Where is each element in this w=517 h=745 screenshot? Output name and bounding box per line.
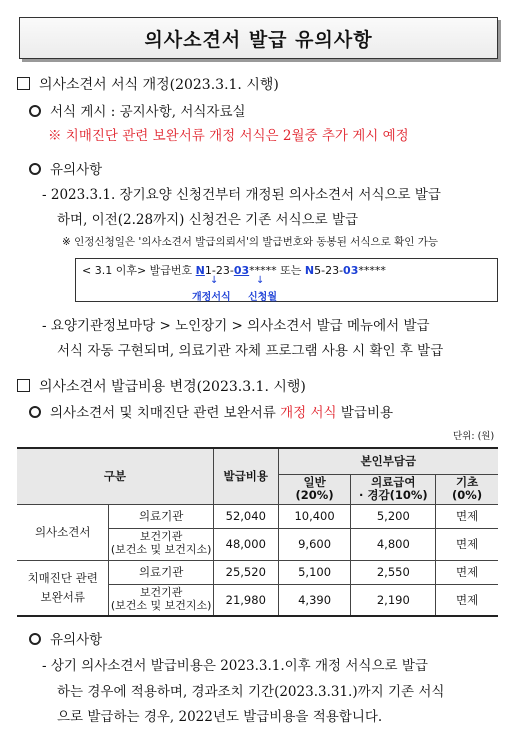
issue-fee: 52,040 <box>213 504 278 528</box>
section-heading-text: 의사소견서 발급비용 변경(2023.3.1. 시행) <box>39 379 306 395</box>
issue-fee: 25,520 <box>213 560 278 584</box>
caution-bullet-1-line-2: 하며, 이전(2.28까지) 신청건은 기존 서식으로 발급 <box>57 212 359 228</box>
caution-label: 유의사항 <box>50 632 103 648</box>
medical-aid-copay: 5,200 <box>351 504 436 528</box>
issue-number-prefix: < 3.1 이후> 발급번호 <box>82 264 196 277</box>
general-copay: 10,400 <box>278 504 351 528</box>
revised-form-label: 개정서식 <box>192 292 231 303</box>
fee-caution-line-1: - 상기 의사소견서 발급비용은 2023.3.1.이후 개정 서식으로 발급 <box>42 658 428 674</box>
fee-caution-line-3: 으로 발급하는 경우, 2022년도 발급비용을 적용합니다. <box>57 709 383 725</box>
issue-number-2-form-code: N <box>304 264 315 277</box>
header-general: 일반 (20%) <box>278 474 351 504</box>
basic-copay: 면제 <box>436 528 498 560</box>
issue-number-2-month: 03 <box>343 264 359 277</box>
caution-bullet-2-line-1: - 요양기관정보마당 > 노인장기 > 의사소견서 발급 메뉴에서 발급 <box>42 318 430 334</box>
issue-number-1-month: 03 <box>233 264 250 277</box>
issue-number-example-box <box>75 258 498 302</box>
circle-bullet-icon <box>29 105 41 117</box>
medical-aid-copay: 2,550 <box>351 560 436 584</box>
issue-number-2-mid: 5-23- <box>314 264 344 277</box>
basic-copay: 면제 <box>436 504 498 528</box>
group-name: 치매진단 관련 보완서류 <box>17 560 109 616</box>
header-basic: 기초 (0%) <box>436 474 498 504</box>
basic-copay: 면제 <box>436 560 498 584</box>
circle-bullet-icon <box>29 163 41 175</box>
unit-label: 단위: (원) <box>453 431 495 442</box>
issue-fee: 21,980 <box>213 584 278 616</box>
fee-table <box>17 447 498 617</box>
circle-bullet-icon <box>29 633 41 645</box>
fee-scope-text-end: 발급비용 <box>336 405 394 421</box>
issue-fee: 48,000 <box>213 528 278 560</box>
checkbox-square-icon <box>17 379 30 392</box>
general-copay: 9,600 <box>278 528 351 560</box>
table-row <box>17 504 498 528</box>
header-issue-fee: 발급비용 <box>213 448 278 504</box>
basic-copay: 면제 <box>436 584 498 616</box>
section-heading-text: 의사소견서 서식 개정(2023.3.1. 시행) <box>39 77 279 93</box>
down-arrow-icon: ↓ <box>256 275 265 286</box>
fee-scope-line <box>29 401 393 421</box>
caution-label: 유의사항 <box>50 162 103 178</box>
header-medical-aid: 의료급여 · 경감(10%) <box>351 474 436 504</box>
caution-bullet-2-line-2: 서식 자동 구현되며, 의료기관 자체 프로그램 사용 시 확인 후 발급 <box>57 343 444 359</box>
institution: 보건기관 (보건소 및 보건지소) <box>109 528 213 560</box>
small-note: ※ 인정신청일은 '의사소견서 발급의뢰서'의 발급번호와 동봉된 서식으로 확인 가능 <box>62 236 438 248</box>
posting-text: 서식 게시 : 공지사항, 서식자료실 <box>50 104 246 120</box>
institution: 보건기관 (보건소 및 보건지소) <box>109 584 213 616</box>
caution-bullet-1-line-1: - 2023.3.1. 장기요양 신청건부터 개정된 의사소견서 서식으로 발급 <box>42 187 441 203</box>
fee-scope-text: 의사소견서 및 치매진단 관련 보완서류 <box>50 405 281 421</box>
general-copay: 4,390 <box>278 584 351 616</box>
institution: 의료기관 <box>109 504 213 528</box>
caution-heading-2 <box>29 628 102 648</box>
issue-number-2-tail: ***** <box>358 264 386 277</box>
institution: 의료기관 <box>109 560 213 584</box>
section-heading-fee-change <box>17 376 306 396</box>
medical-aid-copay: 2,190 <box>351 584 436 616</box>
issue-number-line <box>82 262 386 278</box>
table-row <box>17 560 498 584</box>
fee-caution-line-2: 하는 경우에 적용하며, 경과조치 기간(2023.3.31.)까지 기존 서식 <box>57 684 445 700</box>
down-arrow-icon: ↓ <box>210 275 219 286</box>
application-month-label: 신청월 <box>248 292 277 303</box>
general-copay: 5,100 <box>278 560 351 584</box>
page-title: 의사소견서 발급 유의사항 <box>19 17 498 59</box>
circle-bullet-icon <box>29 406 41 418</box>
group-name: 의사소견서 <box>17 504 109 560</box>
issue-number-1-mid: 1-23- <box>204 264 234 277</box>
header-category: 구분 <box>17 448 213 504</box>
caution-heading <box>29 158 102 178</box>
issue-number-or: 또는 <box>276 264 305 277</box>
posting-location <box>29 100 246 120</box>
section-heading-form-revision <box>17 74 279 94</box>
red-notice: ※ 치매진단 관련 보완서류 개정 서식은 2월중 추가 게시 예정 <box>48 128 409 144</box>
fee-scope-highlight: 개정 서식 <box>280 405 337 421</box>
medical-aid-copay: 4,800 <box>351 528 436 560</box>
checkbox-square-icon <box>17 77 30 90</box>
issue-number-1-form-code: N <box>195 264 205 277</box>
header-copay: 본인부담금 <box>278 448 498 474</box>
issue-number-1-tail: ***** <box>249 264 277 277</box>
